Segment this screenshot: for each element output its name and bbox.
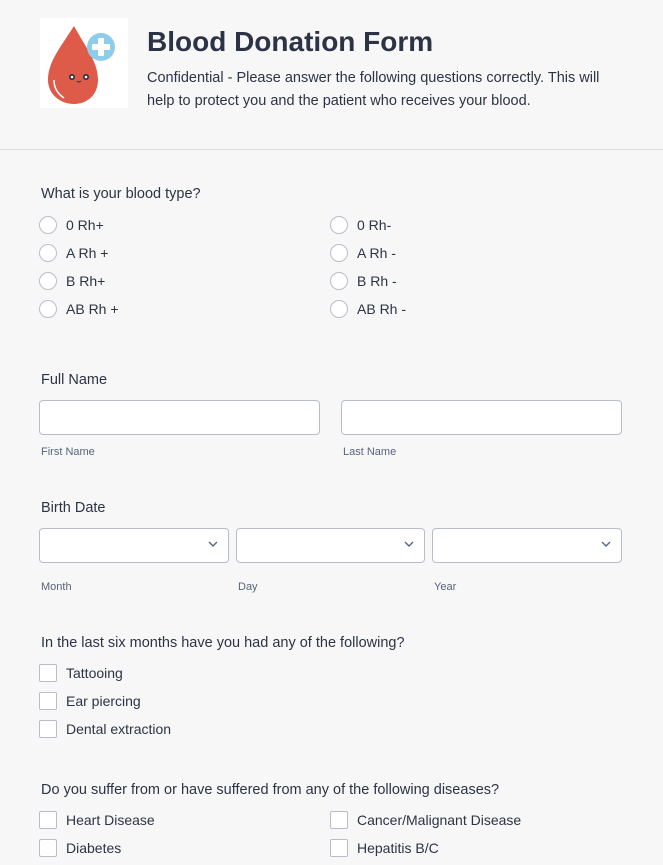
checkbox-dental-extraction[interactable] xyxy=(39,720,171,738)
option-label: Cancer/Malignant Disease xyxy=(357,812,522,828)
checkbox-hepatitis[interactable] xyxy=(330,839,439,857)
radio-ab-rh-neg[interactable] xyxy=(330,300,406,318)
option-label: B Rh+ xyxy=(66,273,106,289)
birth-date-label: Birth Date xyxy=(41,500,106,516)
checkbox-box[interactable] xyxy=(39,839,57,857)
option-label: A Rh + xyxy=(66,245,109,261)
radio-circle[interactable] xyxy=(39,300,57,318)
checkbox-cancer[interactable] xyxy=(330,811,521,829)
checkbox-box[interactable] xyxy=(330,839,348,857)
option-label: A Rh - xyxy=(357,245,396,261)
diseases-label: Do you suffer from or have suffered from any of the following diseases? xyxy=(41,782,500,798)
radio-circle[interactable] xyxy=(39,216,57,234)
option-label: AB Rh - xyxy=(357,301,407,317)
chevron-down-icon xyxy=(207,538,219,550)
page-title: Blood Donation Form xyxy=(147,26,434,57)
chevron-down-icon xyxy=(403,538,415,550)
day-sublabel: Day xyxy=(238,581,258,593)
checkbox-box[interactable] xyxy=(39,811,57,829)
radio-a-rh-pos[interactable] xyxy=(39,244,108,262)
radio-circle[interactable] xyxy=(330,244,348,262)
full-name-label: Full Name xyxy=(41,372,108,388)
option-label: AB Rh + xyxy=(66,301,119,317)
blood-drop-logo xyxy=(40,18,128,108)
radio-b-rh-pos[interactable] xyxy=(39,272,105,290)
form-header xyxy=(0,0,663,150)
radio-0-rh-neg[interactable] xyxy=(330,216,391,234)
option-label: Dental extraction xyxy=(66,721,172,737)
checkbox-tattooing[interactable] xyxy=(39,664,123,682)
radio-circle[interactable] xyxy=(330,272,348,290)
blood-type-label: What is your blood type? xyxy=(41,186,201,202)
option-label: 0 Rh+ xyxy=(66,217,104,233)
month-sublabel: Month xyxy=(41,581,72,593)
option-label: Hepatitis B/C xyxy=(357,840,439,856)
checkbox-heart-disease[interactable] xyxy=(39,811,155,829)
checkbox-diabetes[interactable] xyxy=(39,839,121,857)
first-name-sublabel: First Name xyxy=(41,446,95,458)
checkbox-box[interactable] xyxy=(39,720,57,738)
checkbox-box[interactable] xyxy=(39,664,57,682)
option-label: B Rh - xyxy=(357,273,397,289)
option-label: Tattooing xyxy=(66,665,123,681)
checkbox-ear-piercing[interactable] xyxy=(39,692,141,710)
radio-circle[interactable] xyxy=(39,244,57,262)
checkbox-box[interactable] xyxy=(330,811,348,829)
year-select[interactable] xyxy=(432,528,622,563)
page-subtitle: Confidential - Please answer the following questions correctly. This will help to protect you and the patient who receives your blood. xyxy=(147,70,600,109)
six-months-label: In the last six months have you had any of the following? xyxy=(41,635,405,651)
option-label: Diabetes xyxy=(66,840,122,856)
option-label: 0 Rh- xyxy=(357,217,392,233)
radio-circle[interactable] xyxy=(330,300,348,318)
chevron-down-icon xyxy=(600,538,612,550)
radio-circle[interactable] xyxy=(330,216,348,234)
radio-ab-rh-pos[interactable] xyxy=(39,300,119,318)
checkbox-box[interactable] xyxy=(39,692,57,710)
month-select[interactable] xyxy=(39,528,229,563)
year-sublabel: Year xyxy=(434,581,457,593)
radio-0-rh-pos[interactable] xyxy=(39,216,104,234)
last-name-input[interactable] xyxy=(341,400,622,435)
last-name-sublabel: Last Name xyxy=(343,446,397,458)
radio-circle[interactable] xyxy=(39,272,57,290)
first-name-input[interactable] xyxy=(39,400,320,435)
option-label: Heart Disease xyxy=(66,812,155,828)
option-label: Ear piercing xyxy=(66,693,141,709)
radio-b-rh-neg[interactable] xyxy=(330,272,397,290)
day-select[interactable] xyxy=(236,528,425,563)
radio-a-rh-neg[interactable] xyxy=(330,244,396,262)
